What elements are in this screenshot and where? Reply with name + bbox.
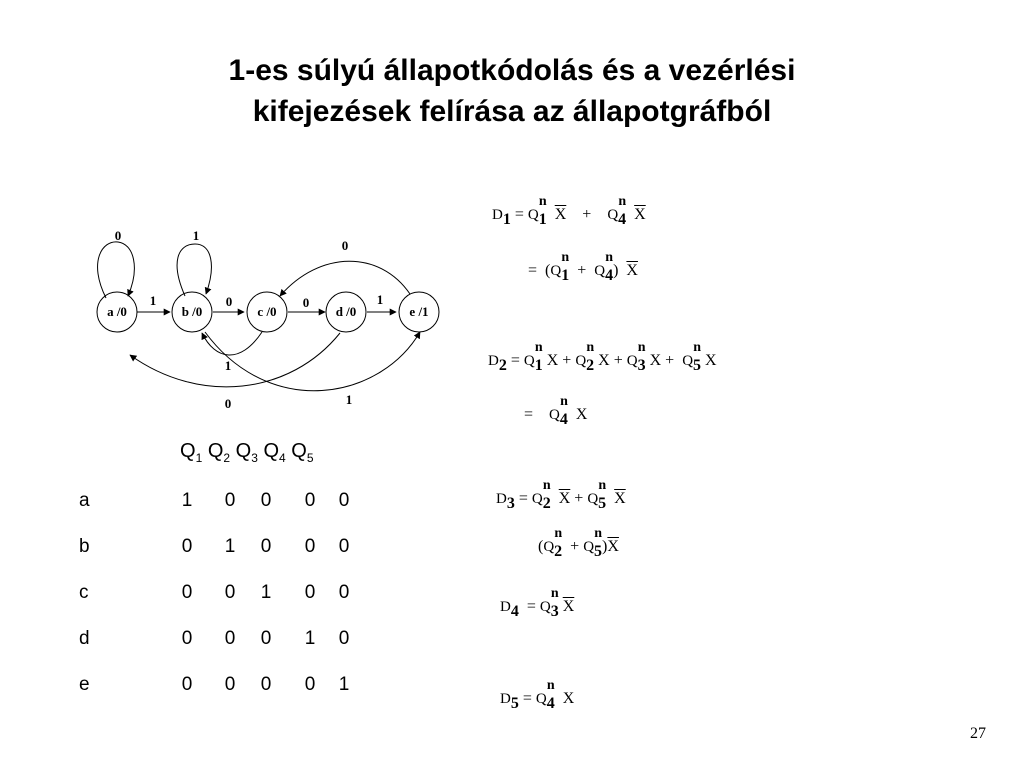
table-cell: 0 [260,536,272,557]
edge-label-d-b: 0 [224,396,232,411]
state-d-label: d /0 [335,304,357,319]
table-cell: 0 [304,490,316,511]
edge-label-c-d: 0 [302,295,310,310]
title-line-1: 1-es súlyú állapotkódolás és a vezérlési [228,54,796,87]
state-a-label: a /0 [107,304,127,319]
table-cell: 0 [304,674,316,695]
table-cell: 0 [260,674,272,695]
state-e-label: e /1 [409,304,429,319]
table-cell: 0 [338,582,350,603]
state-b-label: b /0 [181,304,203,319]
row-label: c [79,582,89,603]
state-graph [80,220,460,420]
page-number: 27 [970,725,986,742]
row-label: e [79,674,90,695]
table-cell: 1 [304,628,316,649]
header-q3: $Q_3$ [235,440,258,465]
row-label: a [79,490,90,511]
row-label: b [79,536,90,557]
edge-label-self-b: 1 [192,228,200,243]
edge-e-c [280,261,410,296]
edge-label-d-e: 1 [376,292,384,307]
edge-label-a-b: 1 [149,293,157,308]
table-header [180,440,314,465]
table-cell: 1 [338,674,350,695]
table-cell: 0 [181,674,193,695]
table-cell: 0 [304,582,316,603]
slide-title [0,50,1024,132]
header-q1: $Q_1$ [180,440,203,465]
equation-d5: D5 = Q4 n X [500,678,575,712]
edge-self-b [177,244,211,296]
table-cell: 0 [181,536,193,557]
equation-d2-simplified: = Q4 n X [524,394,588,428]
state-c-label: c /0 [257,304,277,319]
table-cell: 0 [338,536,350,557]
table-cell: 0 [224,674,236,695]
edge-d-b [130,333,340,387]
equation-d1-simplified: = (Q1 n + Q4 n ) $\overline{X}$ [528,250,638,284]
edge-label-self-a: 0 [114,228,122,243]
table-cell: 0 [260,628,272,649]
edge-label-b-c: 0 [225,294,233,309]
header-q5: $Q_5$ [291,440,314,465]
table-cell: 0 [181,582,193,603]
table-cell: 0 [224,582,236,603]
equation-d1: D1 = Q1 n $\overline{X}$ + Q4 n $\overline{X}$ [492,194,646,228]
table-cell: 1 [260,582,272,603]
table-cell: 1 [224,536,236,557]
edge-label-c-b: 1 [224,358,232,373]
table-cell: 0 [260,490,272,511]
equation-d2: D2 = Q1 n X + Q2 n X + Q3 n X + Q5 n X [488,340,717,374]
equation-d4: D4 = Q3 n $\overline{X}$ [500,586,575,620]
table-cell: 0 [224,628,236,649]
edge-label-e-c: 0 [341,238,349,253]
edge-label-b-e: 1 [345,392,353,407]
header-q4: $Q_4$ [263,440,286,465]
equation-d3: D3 = Q2 n $\overline{X} + Q5$ n $\overline{X}$ [496,478,626,512]
table-cell: 0 [181,628,193,649]
equation-d3-simplified: (Q2 n + Q5 n )$\overline{X}$ [538,526,619,560]
edge-self-a [98,242,135,298]
header-q2: $Q_2$ [207,440,231,465]
title-line-2: kifejezések felírása az állapotgráfból [252,95,772,128]
table-cell: 1 [181,490,193,511]
edge-b-e [205,332,420,391]
table-cell: 0 [224,490,236,511]
table-cell: 0 [304,536,316,557]
table-cell: 0 [338,628,350,649]
row-label: d [79,628,90,649]
edge-c-b [202,332,262,355]
table-cell: 0 [338,490,350,511]
